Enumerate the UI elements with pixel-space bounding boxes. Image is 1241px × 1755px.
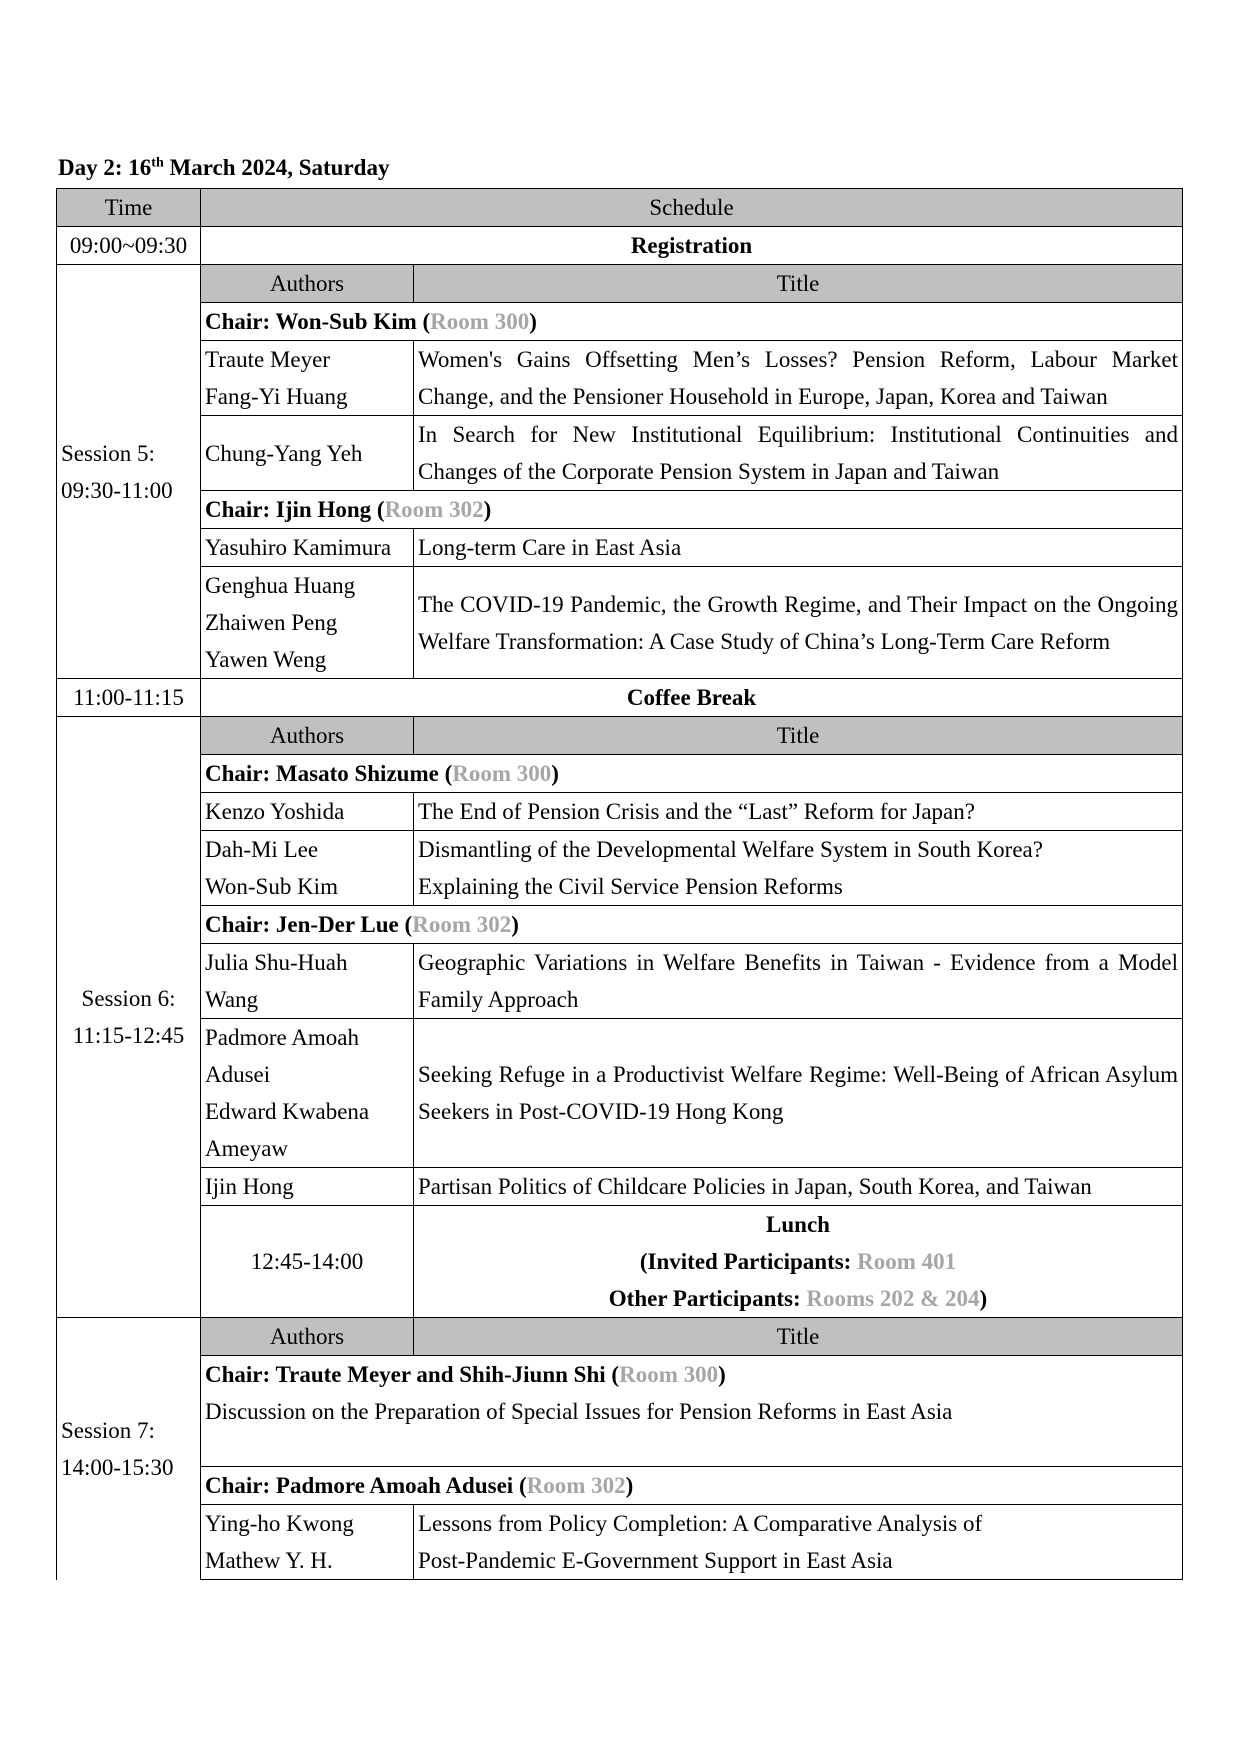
session7-chair1-row: [57, 1356, 1183, 1467]
paper-title: Long-term Care in East Asia: [414, 529, 1183, 567]
lunch-other-line: Other Participants: Rooms 202 & 204): [608, 1286, 988, 1311]
paper-title: Geographic Variations in Welfare Benefits in Taiwan - Evidence from a Model Family Approach: [414, 944, 1183, 1019]
chair-line: Chair: Masato Shizume (Room 300): [201, 755, 1183, 793]
paper-row: [57, 567, 1183, 679]
registration-row: [57, 227, 1183, 265]
session6-subheader-row: [57, 717, 1183, 755]
session7-chair2-row: [57, 1467, 1183, 1505]
chair-discussion-cell: [201, 1356, 1183, 1467]
day-title: Day 2: 16th March 2024, Saturday: [58, 155, 390, 180]
schedule-header: Schedule: [201, 189, 1183, 227]
session6-chair1-row: [57, 755, 1183, 793]
paper-row: [57, 1505, 1183, 1580]
lunch-invited-line: (Invited Participants: Room 401: [639, 1249, 957, 1274]
registration-label: Registration: [201, 227, 1183, 265]
session5-chair2-row: [57, 491, 1183, 529]
title-header: Title: [414, 717, 1183, 755]
session7-subheader-row: [57, 1318, 1183, 1356]
title-header: Title: [414, 265, 1183, 303]
paper-authors: Ijin Hong: [201, 1168, 414, 1206]
lunch-label: Lunch: [766, 1212, 830, 1237]
room-label: Room 401: [857, 1249, 957, 1274]
paper-row: [57, 416, 1183, 491]
paper-authors: Padmore Amoah Adusei Edward Kwabena Ameyaw: [201, 1019, 414, 1168]
discussion-text: Discussion on the Preparation of Special Issues for Pension Reforms in East Asia: [205, 1399, 953, 1424]
paper-row: [57, 529, 1183, 567]
room-label: Rooms 202 & 204: [806, 1286, 980, 1311]
chair-line: Chair: Padmore Amoah Adusei (Room 302): [201, 1467, 1183, 1505]
session6-time: 11:15-12:45: [72, 1023, 185, 1048]
session7-label: Session 7:: [61, 1417, 155, 1443]
paper-title: In Search for New Institutional Equilibrium: Institutional Continuities and Changes of the Corporate Pension System in Japan and Taiwan: [414, 416, 1183, 491]
paper-row: [57, 1019, 1183, 1168]
paper-row: [57, 341, 1183, 416]
lunch-cell: [414, 1206, 1183, 1318]
room-label: Room 302: [384, 497, 484, 522]
paper-title: Partisan Politics of Childcare Policies in Japan, South Korea, and Taiwan: [414, 1168, 1183, 1206]
paper-row: [57, 793, 1183, 831]
session6-label: Session 6:: [81, 986, 176, 1011]
paper-authors: Yasuhiro Kamimura: [201, 529, 414, 567]
coffee-row: [57, 679, 1183, 717]
chair-line: Chair: Ijin Hong (Room 302): [201, 491, 1183, 529]
session5-label: Session 5:: [61, 440, 155, 466]
session5-subheader-row: [57, 265, 1183, 303]
paper-title: Women's Gains Offsetting Men’s Losses? Pension Reform, Labour Market Change, and the Pensioner Household in Europe, Japan, Korea and Taiwan: [414, 341, 1183, 416]
lunch-row: [57, 1206, 1183, 1318]
authors-header: Authors: [201, 1318, 414, 1356]
paper-row: [57, 1168, 1183, 1206]
paper-row: [57, 944, 1183, 1019]
paper-authors: Julia Shu-Huah Wang: [201, 944, 414, 1019]
authors-header: Authors: [201, 717, 414, 755]
session7-label-cell: [57, 1318, 201, 1580]
session5-label-cell: [57, 265, 201, 679]
session5-time: 09:30-11:00: [61, 477, 173, 503]
coffee-label: Coffee Break: [201, 679, 1183, 717]
chair-line: Chair: Traute Meyer and Shih-Jiunn Shi (Room 300): [205, 1362, 726, 1387]
session6-chair2-row: [57, 906, 1183, 944]
room-label: Room 302: [526, 1473, 626, 1498]
lunch-time: 12:45-14:00: [201, 1206, 414, 1318]
room-label: Room 300: [452, 761, 552, 786]
title-header: Title: [414, 1318, 1183, 1356]
room-label: Room 300: [430, 309, 530, 334]
table-header-row: [57, 189, 1183, 227]
chair-line: Chair: Jen-Der Lue (Room 302): [201, 906, 1183, 944]
paper-title: Dismantling of the Developmental Welfare System in South Korea? Explaining the Civil Service Pension Reforms: [414, 831, 1183, 906]
session7-time: 14:00-15:30: [61, 1454, 174, 1480]
time-header: Time: [57, 189, 201, 227]
paper-authors: Chung-Yang Yeh: [201, 416, 414, 491]
paper-authors: Ying-ho Kwong Mathew Y. H.: [201, 1505, 414, 1580]
room-label: Room 300: [619, 1362, 719, 1387]
paper-title: Lessons from Policy Completion: A Comparative Analysis of Post-Pandemic E-Government Support in East Asia: [414, 1505, 1183, 1580]
room-label: Room 302: [412, 912, 512, 937]
paper-title: Seeking Refuge in a Productivist Welfare Regime: Well-Being of African Asylum Seekers in Post-COVID-19 Hong Kong: [414, 1019, 1183, 1168]
paper-authors: Kenzo Yoshida: [201, 793, 414, 831]
coffee-time: 11:00-11:15: [57, 679, 201, 717]
schedule-table: [56, 188, 1183, 1580]
paper-title: The COVID-19 Pandemic, the Growth Regime, and Their Impact on the Ongoing Welfare Transformation: A Case Study of China’s Long-Term Care Reform: [414, 567, 1183, 679]
paper-authors: Dah-Mi Lee Won-Sub Kim: [201, 831, 414, 906]
paper-row: [57, 831, 1183, 906]
registration-time: 09:00~09:30: [57, 227, 201, 265]
paper-authors: Traute Meyer Fang-Yi Huang: [201, 341, 414, 416]
paper-title: The End of Pension Crisis and the “Last” Reform for Japan?: [414, 793, 1183, 831]
session6-label-cell: [57, 717, 201, 1318]
authors-header: Authors: [201, 265, 414, 303]
chair-line: Chair: Won-Sub Kim (Room 300): [201, 303, 1183, 341]
paper-authors: Genghua Huang Zhaiwen Peng Yawen Weng: [201, 567, 414, 679]
session5-chair1-row: [57, 303, 1183, 341]
